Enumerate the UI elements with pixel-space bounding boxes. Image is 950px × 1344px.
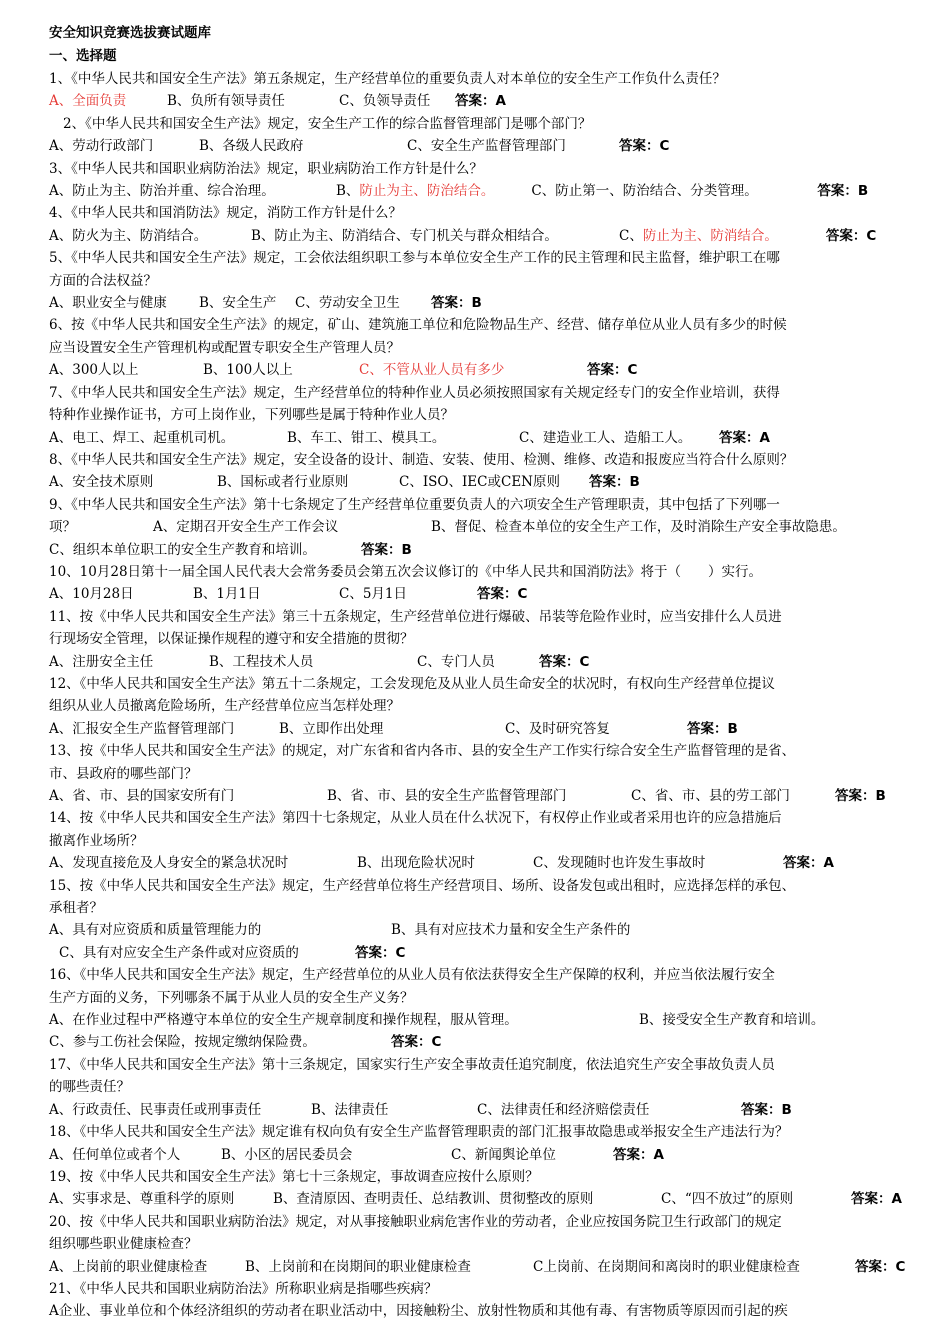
text-line [49,1031,924,1053]
option-text: A、安全技术原则 [49,474,154,491]
text-line [49,90,924,112]
text-line [49,471,924,493]
text-line: 特种作业操作证书，方可上岗作业，下列哪些是属于特种作业人员？ [49,407,454,424]
option-text: A、职业安全与健康 [49,295,167,312]
text-line: 方面的合法权益？ [49,272,157,289]
option-text: A、在作业过程中严格遵守本单位的安全生产规章制度和操作规程，服从管理。 [49,1012,518,1029]
text-line [49,1099,924,1121]
text-line [49,1144,924,1166]
text-line: 7、《中华人民共和国安全生产法》规定，生产经营单位的特种作业人员必须按照国家有关规定经专门的安全作业培训，获得 [49,384,780,401]
option-text: C、及时研究答复 [505,720,610,737]
option-text: B、工程技术人员 [209,653,314,670]
option-text: C、省、市、县的劳工部门 [631,788,790,804]
answer-label: 答案：C [355,944,406,961]
option-text: A、发现直接危及人身安全的紧急状况时 [49,855,289,872]
answer-label: 答案：B [361,541,412,558]
text-line [49,135,924,157]
text-line: 2、《中华人民共和国安全生产法》规定，安全生产工作的综合监督管理部门是哪个部门？ [63,115,592,132]
text-line: 19、按《中华人民共和国安全生产法》第七十三条规定，事故调查应按什么原则？ [49,1168,539,1185]
option-text: B、上岗前和在岗期间的职业健康检查 [245,1258,471,1275]
option-text: A、汇报安全生产监督管理部门 [49,720,235,737]
option-text: A、省、市、县的国家安所有门 [49,788,235,804]
option-text: C、建造业工人、造船工人。 [519,429,692,446]
text-line: 承租者？ [49,900,103,917]
option-text: B、小区的居民委员会 [221,1146,353,1163]
text-line [49,225,924,247]
option-text: C、“四不放过”的原则 [661,1191,794,1208]
text-line [49,718,924,740]
text-line: 市、县政府的哪些部门？ [49,765,198,782]
option-text: C、组织本单位职工的安全生产教育和培训。 [49,541,316,558]
text-line [49,1009,924,1031]
text-line: 16、《中华人民共和国安全生产法》规定，生产经营单位的从业人员有依法获得安全生产保障的权利，并应当依法履行安全 [49,967,775,984]
answer-label: 答案：B [687,720,738,737]
option-text: C、 [619,227,643,244]
text-line [49,427,924,449]
document-title: 安全知识竞赛选拔赛试题库 [49,25,211,41]
option-text: C、防止第一、防治结合、分类管理。 [531,183,758,200]
text-line: 15、按《中华人民共和国安全生产法》规定，生产经营单位将生产经营项目、场所、设备发包或出租时，应选择怎样的承包、 [49,877,796,894]
option-text: C、5月1日 [339,586,408,603]
option-text: C、发现随时也许发生事故时 [533,855,706,872]
option-text: A、全面负责 [49,93,127,110]
answer-label: 答案：A [719,429,770,446]
option-text: B、国标或者行业原则 [217,474,349,491]
option-text: B、安全生产 [199,295,277,312]
text-line: 5、《中华人民共和国安全生产法》规定，工会依法组织职工参与本单位安全生产工作的民主管理和民主监督，维护职工在哪 [49,250,780,267]
text-line: 11、按《中华人民共和国安全生产法》第三十五条规定，生产经营单位进行爆破、吊装等危险作业时，应当安排什么人员进 [49,608,782,625]
option-text: C、负领导责任 [339,93,431,110]
answer-label: 答案：C [587,362,638,379]
answer-label: 答案：B [835,788,886,804]
option-text: B、负所有领导责任 [167,93,285,110]
answer-label: 答案：B [741,1101,792,1118]
option-text: 防止为主、防消结合。 [642,227,778,244]
option-text: B、车工、钳工、模具工。 [287,429,446,446]
text-line [49,516,924,538]
text-line: 4、《中华人民共和国消防法》规定，消防工作方针是什么？ [49,205,402,222]
text-line: 13、按《中华人民共和国安全生产法》的规定，对广东省和省内各市、县的安全生产工作实行综合安全生产监督管理的是省、 [49,743,796,760]
option-text: B、1月1日 [193,586,261,603]
option-text: 项？ [49,519,76,536]
text-line [49,180,924,202]
text-line: 组织从业人员撤离危险场所，生产经营单位应当怎样处理？ [49,698,400,715]
text-line [49,292,924,314]
text-line: 14、按《中华人民共和国安全生产法》第四十七条规定，从业人员在什么状况下，有权停止作业或者采用也许的应急措施后 [49,810,782,827]
text-line [49,942,924,964]
option-text: B、具有对应技术力量和安全生产条件的 [391,922,631,939]
text-line: 6、按《中华人民共和国安全生产法》的规定，矿山、建筑施工单位和危险物品生产、经营、储存单位从业人员有多少的时候 [49,317,787,334]
option-text: C、ISO、IEC或CEN原则 [399,474,560,491]
text-line: 20、按《中华人民共和国职业病防治法》规定，对从事接触职业病危害作业的劳动者，企业应按国务院卫生行政部门的规定 [49,1213,782,1230]
answer-label: 答案：B [589,474,640,491]
option-text: 防止为主、防治结合。 [359,183,495,200]
option-text: A、具有对应资质和质量管理能力的 [49,922,262,939]
option-text: B、各级人民政府 [199,138,304,155]
option-text: A、电工、焊工、起重机司机。 [49,429,235,446]
option-text: B、督促、检查本单位的安全生产工作，及时消除生产安全事故隐患。 [431,519,846,536]
text-line: 撤离作业场所？ [49,832,144,849]
option-text: A、实事求是、尊重科学的原则 [49,1191,235,1208]
text-line: 18、《中华人民共和国安全生产法》规定谁有权向负有安全生产监督管理职责的部门汇报事故隐患或举报安全生产违法行为？ [49,1124,789,1141]
text-line [49,359,924,381]
text-line [49,651,924,673]
answer-label: 答案：A [455,93,506,110]
text-line: 10、10月28日第十一届全国人民代表大会常务委员会第五次会议修订的《中华人民共和国消防法》将于（ ）实行。 [49,563,763,580]
option-text: B、查清原因、查明责任、总结教训、贯彻整改的原则 [273,1191,594,1208]
option-text: A、防止为主、防治并重、综合治理。 [49,183,275,200]
answer-label: 答案：C [391,1034,442,1051]
text-line: 应当设置安全生产管理机构或配置专职安全生产管理人员？ [49,339,400,356]
option-text: C、参与工伤社会保险，按规定缴纳保险费。 [49,1034,316,1051]
text-line [49,583,924,605]
text-line: A企业、事业单位和个体经济组织的劳动者在职业活动中，因接触粉尘、放射性物质和其他有毒、有害物质等原因而引起的疾 [49,1303,788,1320]
answer-label: 答案：C [539,653,590,670]
option-text: C、新闻舆论单位 [451,1146,556,1163]
text-line [49,1256,924,1278]
option-text: A、注册安全主任 [49,653,154,670]
option-text: B、立即作出处理 [279,720,384,737]
option-text: B、法律责任 [311,1101,389,1118]
option-text: A、10月28日 [49,586,134,603]
text-line: 生产方面的义务，下列哪条不属于从业人员的安全生产义务？ [49,989,414,1006]
option-text: B、出现危险状况时 [357,855,475,872]
option-text: B、省、市、县的安全生产监督管理部门 [327,788,567,804]
option-text: B、防止为主、防消结合、专门机关与群众相结合。 [251,227,558,244]
option-text: A、定期召开安全生产工作会议 [153,519,339,536]
option-text: A、300人以上 [49,362,139,379]
text-line: 行现场安全管理，以保证操作规程的遵守和安全措施的贯彻？ [49,631,414,648]
option-text: B、100人以上 [203,362,293,379]
text-line [49,785,924,807]
section-heading: 一、选择题 [49,48,117,64]
option-text: C、安全生产监督管理部门 [407,138,566,155]
answer-label: 答案：A [613,1146,664,1163]
option-text: A、任何单位或者个人 [49,1146,181,1163]
answer-label: 答案：A [851,1191,902,1208]
answer-label: 答案：A [783,855,834,872]
option-text: A、防火为主、防消结合。 [49,227,208,244]
option-text: C上岗前、在岗期间和离岗时的职业健康检查 [533,1258,800,1275]
answer-label: 答案：B [431,295,482,312]
option-text: B、接受安全生产教育和培训。 [639,1012,825,1029]
option-text: A、行政责任、民事责任或刑事责任 [49,1101,262,1118]
option-text: A、劳动行政部门 [49,138,154,155]
option-text: C、专门人员 [417,653,495,670]
text-line: 1、《中华人民共和国安全生产法》第五条规定，生产经营单位的重要负责人对本单位的安全生产工作负什么责任？ [49,71,726,87]
option-text: C、具有对应安全生产条件或对应资质的 [59,944,299,961]
option-text: C、劳动安全卫生 [295,295,400,312]
text-line [49,539,924,561]
text-line: 9、《中华人民共和国安全生产法》第十七条规定了生产经营单位重要负责人的六项安全生产管理职责，其中包括了下列哪一 [49,496,780,513]
answer-label: 答案：C [855,1258,906,1275]
option-text: C、法律责任和经济赔偿责任 [477,1101,650,1118]
option-text: A、上岗前的职业健康检查 [49,1258,208,1275]
option-text: C、不管从业人员有多少 [359,362,505,379]
answer-label: 答案：B [817,183,869,200]
answer-label: 答案：C [477,586,528,603]
text-line: 21、《中华人民共和国职业病防治法》所称职业病是指哪些疾病？ [49,1280,438,1297]
text-line: 3、《中华人民共和国职业病防治法》规定，职业病防治工作方针是什么？ [49,160,483,177]
answer-label: 答案：C [619,138,670,155]
answer-label: 答案：C [825,227,877,244]
question-list [49,68,924,1323]
option-text: B、 [336,183,360,200]
text-line [49,1188,924,1210]
text-line [49,852,924,874]
text-line: 12、《中华人民共和国安全生产法》第五十二条规定，工会发现危及从业人员生命安全的状况时，有权向生产经营单位提议 [49,675,775,692]
text-line: 17、《中华人民共和国安全生产法》第十三条规定，国家实行生产安全事故责任追究制度，依法追究生产安全事故负责人员 [49,1056,775,1073]
text-line: 组织哪些职业健康检查？ [49,1236,198,1253]
text-line [49,919,924,941]
text-line: 的哪些责任？ [49,1079,130,1096]
text-line: 8、《中华人民共和国安全生产法》规定，安全设备的设计、制造、安装、使用、检测、维修、改造和报废应当符合什么原则？ [49,451,794,468]
